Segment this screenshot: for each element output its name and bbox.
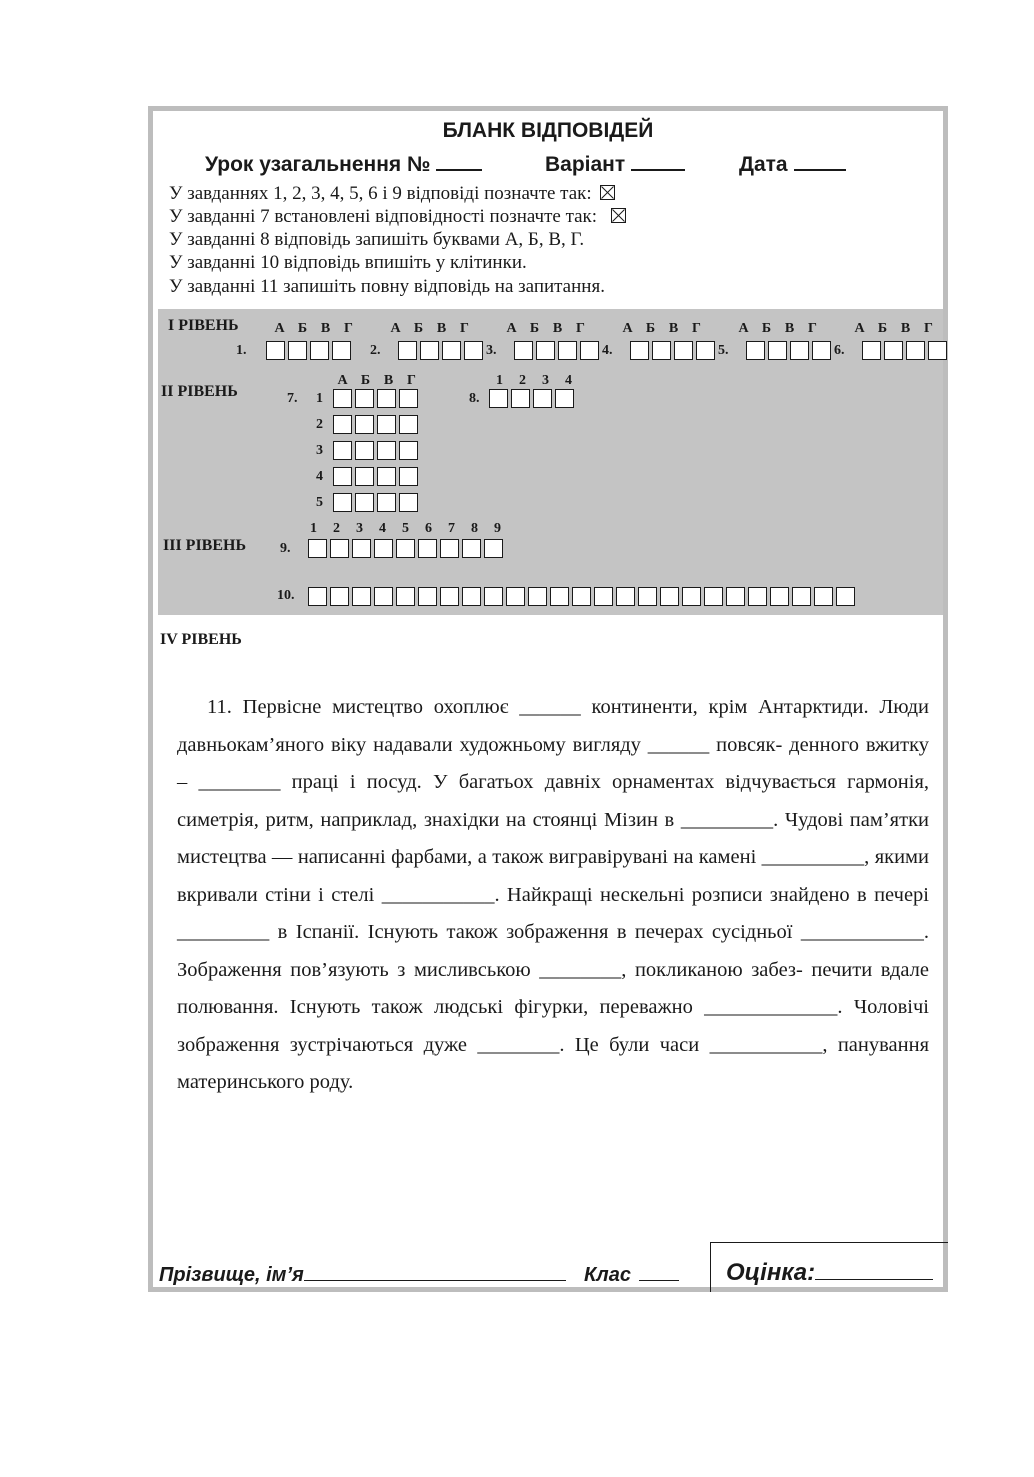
column-letter: Б	[645, 321, 656, 336]
answer-box[interactable]	[332, 341, 351, 360]
column-letter: Г	[460, 321, 469, 336]
column-digit: 1	[496, 373, 503, 388]
column-letter: Г	[344, 321, 353, 336]
letter-box[interactable]	[484, 587, 503, 606]
column-letter: Г	[808, 321, 817, 336]
answer-box[interactable]	[536, 341, 555, 360]
lesson-number-field	[205, 151, 482, 177]
column-digit: 2	[333, 521, 340, 536]
answer-box[interactable]	[310, 341, 329, 360]
instruction-1	[169, 183, 615, 205]
letter-box[interactable]	[352, 587, 371, 606]
matrix-row	[333, 415, 421, 434]
answer-box[interactable]	[884, 341, 903, 360]
answer-box[interactable]	[377, 415, 396, 434]
class-field	[584, 1264, 679, 1287]
instruction-text: У завданні 7 встановлені відповідності позначте так:	[169, 206, 598, 227]
column-letter: Б	[297, 321, 308, 336]
answer-box[interactable]	[396, 539, 415, 558]
answer-box[interactable]	[377, 467, 396, 486]
answer-box[interactable]	[288, 341, 307, 360]
answer-box[interactable]	[511, 389, 530, 408]
letter-box[interactable]	[506, 587, 525, 606]
letter-box[interactable]	[462, 587, 481, 606]
column-letter: В	[900, 321, 911, 336]
task-11-text	[177, 689, 929, 1102]
answer-box[interactable]	[768, 341, 787, 360]
answer-box[interactable]	[377, 389, 396, 408]
level-3-label: ІІІ РІВЕНЬ	[163, 537, 247, 554]
date-field	[739, 151, 846, 177]
answer-box[interactable]	[333, 389, 352, 408]
answer-box[interactable]	[352, 539, 371, 558]
variant-line[interactable]	[631, 151, 685, 171]
column-letter: Г	[576, 321, 585, 336]
level-4-label: IV РІВЕНЬ	[160, 631, 242, 648]
answer-box[interactable]	[377, 493, 396, 512]
column-digit: 2	[519, 373, 526, 388]
letter-box[interactable]	[704, 587, 723, 606]
task-7-number: 7.	[287, 391, 298, 406]
variant-label: Варіант	[545, 153, 626, 176]
column-letter: В	[383, 373, 394, 388]
name-field	[159, 1264, 566, 1287]
class-label: Клас	[584, 1264, 631, 1286]
task-8-number: 8.	[469, 391, 480, 406]
column-digit: 7	[448, 521, 455, 536]
column-letter: Г	[692, 321, 701, 336]
answer-box[interactable]	[420, 341, 439, 360]
crossed-box-icon	[600, 185, 615, 200]
answer-box[interactable]	[399, 389, 418, 408]
answer-box[interactable]	[489, 389, 508, 408]
task-answer-boxes	[514, 341, 602, 360]
answer-box[interactable]	[440, 539, 459, 558]
column-digit: 3	[542, 373, 549, 388]
task-letters	[616, 321, 708, 337]
column-letter: В	[668, 321, 679, 336]
column-digit: 1	[310, 521, 317, 536]
column-digit: 4	[565, 373, 572, 388]
task-number: 6.	[834, 343, 845, 358]
task-9-boxes	[308, 539, 506, 558]
answer-box[interactable]	[355, 389, 374, 408]
task-number: 4.	[602, 343, 613, 358]
name-label: Прізвище, ім’я	[159, 1264, 304, 1286]
task-letters	[268, 321, 360, 337]
grade-line[interactable]	[815, 1279, 933, 1280]
column-letter: В	[784, 321, 795, 336]
letter-box[interactable]	[836, 587, 855, 606]
column-digit: 6	[425, 521, 432, 536]
answer-box[interactable]	[418, 539, 437, 558]
date-label: Дата	[739, 153, 788, 176]
answer-box[interactable]	[630, 341, 649, 360]
answer-box[interactable]	[484, 539, 503, 558]
answer-box[interactable]	[333, 493, 352, 512]
task-7-letters	[331, 373, 423, 389]
letter-box[interactable]	[440, 587, 459, 606]
answer-box[interactable]	[558, 341, 577, 360]
task-answer-boxes	[266, 341, 354, 360]
column-letter: Г	[407, 373, 416, 388]
column-digit: 8	[471, 521, 478, 536]
task-number: 5.	[718, 343, 729, 358]
task-answer-boxes	[746, 341, 834, 360]
row-number: 2	[316, 417, 323, 432]
column-digit: 5	[402, 521, 409, 536]
matrix-row	[333, 493, 421, 512]
class-line[interactable]	[639, 1280, 679, 1281]
answer-box[interactable]	[928, 341, 947, 360]
column-digit: 3	[356, 521, 363, 536]
answer-box[interactable]	[398, 341, 417, 360]
letter-box[interactable]	[374, 587, 393, 606]
task-10-boxes	[308, 587, 858, 606]
answer-box[interactable]	[462, 539, 481, 558]
answer-box[interactable]	[442, 341, 461, 360]
answer-box[interactable]	[333, 467, 352, 486]
grade-field	[726, 1259, 933, 1287]
column-letter: В	[436, 321, 447, 336]
answer-box[interactable]	[652, 341, 671, 360]
answer-box[interactable]	[399, 467, 418, 486]
instruction-text: У завданнях 1, 2, 3, 4, 5, 6 і 9 відповіді позначте так:	[169, 183, 592, 204]
matrix-row	[333, 441, 421, 460]
task-11-paragraph: 11. Первісне мистецтво охоплює ______ континенти, крім Антарктиди. Люди давньокам’яного віку надавали художньому вигляду ______ повсяк- денного вжитку – ________ праці і посуд. У багатьох давніх орнаментах відчувається гармонія, симетрія, ритм, наприклад, знахідки на стоянці Мізин в _________. Чудові пам’ятки мистецтва — написанні фарбами, а також вигравірувані на камені __________, якими вкривали стіни і стелі ___________. Найкращі нескельні розписи знайдено в печері _________ в Іспанії. Існують також зображення в печерах сусідньої ____________. Зображення пов’язують з мисливською ________, покликаною забез- печити вдале полювання. Існують також людські фігурки, переважно _____________. Чоловічі зображення зустрічаються дуже ________. Це були часи ___________, панування материнського роду.	[177, 696, 929, 1093]
task-9-digits	[302, 521, 509, 537]
letter-box[interactable]	[814, 587, 833, 606]
answer-box[interactable]	[399, 493, 418, 512]
task-number: 2.	[370, 343, 381, 358]
column-letter: Б	[360, 373, 371, 388]
column-letter: А	[854, 321, 865, 336]
answer-box[interactable]	[862, 341, 881, 360]
task-8-digits	[488, 373, 580, 389]
row-number: 5	[316, 495, 323, 510]
answer-box[interactable]	[399, 415, 418, 434]
letter-box[interactable]	[770, 587, 789, 606]
lesson-number-line[interactable]	[436, 151, 482, 171]
crossed-box-icon	[611, 208, 626, 223]
answers-grid-panel	[158, 309, 943, 615]
column-letter: А	[274, 321, 285, 336]
task-8-boxes	[489, 389, 577, 408]
column-letter: А	[622, 321, 633, 336]
task-10-number: 10.	[277, 588, 295, 603]
letter-box[interactable]	[330, 587, 349, 606]
letter-box[interactable]	[550, 587, 569, 606]
sheet-title: БЛАНК ВІДПОВІДЕЙ	[442, 119, 654, 142]
instruction-5: У завданні 11 запишіть повну відповідь на запитання.	[169, 276, 605, 297]
answer-box[interactable]	[696, 341, 715, 360]
instruction-2	[169, 206, 626, 228]
letter-box[interactable]	[308, 587, 327, 606]
answer-box[interactable]	[812, 341, 831, 360]
column-digit: 9	[494, 521, 501, 536]
task-answer-boxes	[398, 341, 486, 360]
answer-box[interactable]	[580, 341, 599, 360]
row-number: 1	[316, 391, 323, 406]
matrix-row	[333, 389, 421, 408]
answer-box[interactable]	[355, 493, 374, 512]
letter-box[interactable]	[572, 587, 591, 606]
letter-box[interactable]	[682, 587, 701, 606]
answer-box[interactable]	[533, 389, 552, 408]
column-letter: А	[738, 321, 749, 336]
answer-sheet	[148, 106, 948, 1292]
answer-box[interactable]	[464, 341, 483, 360]
answer-box[interactable]	[355, 415, 374, 434]
column-letter: В	[320, 321, 331, 336]
column-letter: А	[337, 373, 348, 388]
answer-box[interactable]	[746, 341, 765, 360]
column-letter: Г	[924, 321, 933, 336]
answer-box[interactable]	[377, 441, 396, 460]
grade-label: Оцінка:	[726, 1259, 816, 1286]
answer-box[interactable]	[333, 441, 352, 460]
letter-box[interactable]	[638, 587, 657, 606]
row-number: 4	[316, 469, 323, 484]
answer-box[interactable]	[333, 415, 352, 434]
column-letter: Б	[413, 321, 424, 336]
name-line[interactable]	[304, 1280, 566, 1281]
letter-box[interactable]	[396, 587, 415, 606]
task-letters	[732, 321, 824, 337]
instruction-4: У завданні 10 відповідь впишіть у клітинки.	[169, 252, 527, 273]
letter-box[interactable]	[594, 587, 613, 606]
date-line[interactable]	[794, 151, 846, 171]
column-letter: В	[552, 321, 563, 336]
answer-box[interactable]	[355, 467, 374, 486]
task-letters	[384, 321, 476, 337]
answer-box[interactable]	[399, 441, 418, 460]
matrix-row	[333, 467, 421, 486]
answer-box[interactable]	[790, 341, 809, 360]
variant-field	[545, 151, 685, 177]
level-1-label: І РІВЕНЬ	[168, 317, 239, 334]
letter-box[interactable]	[528, 587, 547, 606]
row-number: 3	[316, 443, 323, 458]
letter-box[interactable]	[660, 587, 679, 606]
column-digit: 4	[379, 521, 386, 536]
answer-box[interactable]	[355, 441, 374, 460]
task-number: 1.	[236, 343, 247, 358]
task-answer-boxes	[630, 341, 718, 360]
column-letter: Б	[877, 321, 888, 336]
column-letter: Б	[529, 321, 540, 336]
answer-box[interactable]	[330, 539, 349, 558]
letter-box[interactable]	[748, 587, 767, 606]
column-letter: А	[390, 321, 401, 336]
column-letter: Б	[761, 321, 772, 336]
letter-box[interactable]	[616, 587, 635, 606]
answer-box[interactable]	[308, 539, 327, 558]
answer-box[interactable]	[674, 341, 693, 360]
answer-box[interactable]	[514, 341, 533, 360]
task-answer-boxes	[862, 341, 950, 360]
task-number: 3.	[486, 343, 497, 358]
task-letters	[848, 321, 940, 337]
letter-box[interactable]	[792, 587, 811, 606]
column-letter: А	[506, 321, 517, 336]
letter-box[interactable]	[418, 587, 437, 606]
answer-box[interactable]	[266, 341, 285, 360]
answer-box[interactable]	[906, 341, 925, 360]
lesson-label: Урок узагальнення №	[205, 153, 431, 176]
instruction-3: У завданні 8 відповідь запишіть буквами А, Б, В, Г.	[169, 229, 585, 250]
answer-box[interactable]	[374, 539, 393, 558]
task-letters	[500, 321, 592, 337]
answer-box[interactable]	[555, 389, 574, 408]
letter-box[interactable]	[726, 587, 745, 606]
task-9-number: 9.	[280, 541, 291, 556]
level-2-label: ІІ РІВЕНЬ	[161, 383, 238, 400]
